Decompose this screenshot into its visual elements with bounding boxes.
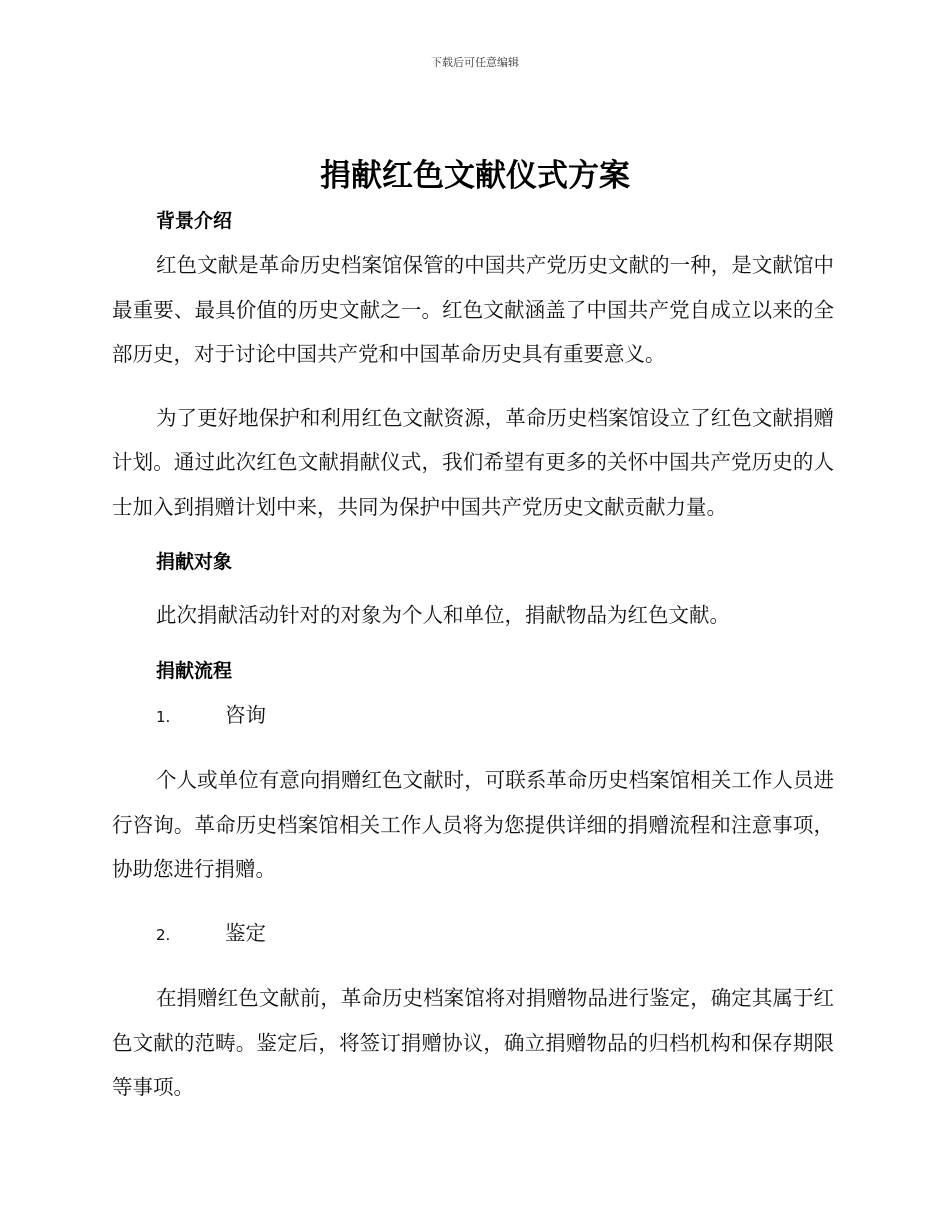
header-note: 下载后可任意编辑 (431, 56, 519, 69)
background-paragraph-2: 为了更好地保护和利用红色文献资源，革命历史档案馆设立了红色文献捐赠计划。通过此次红色文献捐献仪式，我们希望有更多的关怀中国共产党历史的人士加入到捐赠计划中来，共同为保护中国共产党历史文献贡献力量。 (112, 405, 834, 519)
step-number: 1. (156, 707, 171, 726)
section-heading-process: 捐献流程 (156, 659, 233, 682)
document-body (112, 200, 834, 1110)
step-1-paragraph: 个人或单位有意向捐赠红色文献时，可联系革命历史档案馆相关工作人员进行咨询。革命历史档案馆相关工作人员将为您提供详细的捐赠流程和注意事项，协助您进行捐赠。 (112, 768, 834, 881)
step-2-paragraph: 在捐赠红色文献前，革命历史档案馆将对捐赠物品进行鉴定，确定其属于红色文献的范畴。鉴定后，将签订捐赠协议，确立捐赠物品的归档机构和保存期限等事项。 (112, 986, 834, 1099)
section-heading-background: 背景介绍 (156, 210, 233, 232)
process-step-2 (112, 911, 834, 958)
target-paragraph: 此次捐献活动针对的对象为个人和单位，捐献物品为红色文献。 (156, 603, 730, 627)
section-heading-target: 捐献对象 (156, 551, 233, 573)
step-title: 咨询 (225, 702, 266, 727)
step-number: 2. (156, 925, 171, 944)
background-paragraph-1: 红色文献是革命历史档案馆保管的中国共产党历史文献的一种，是文献馆中最重要、最具价值的历史文献之一。红色文献涵盖了中国共产党自成立以来的全部历史，对于讨论中国共产党和中国革命历史具有重要意义。 (112, 253, 834, 366)
document-title: 捐献红色文献仪式方案 (320, 158, 630, 194)
process-step-1 (112, 693, 834, 740)
step-title: 鉴定 (225, 920, 266, 945)
